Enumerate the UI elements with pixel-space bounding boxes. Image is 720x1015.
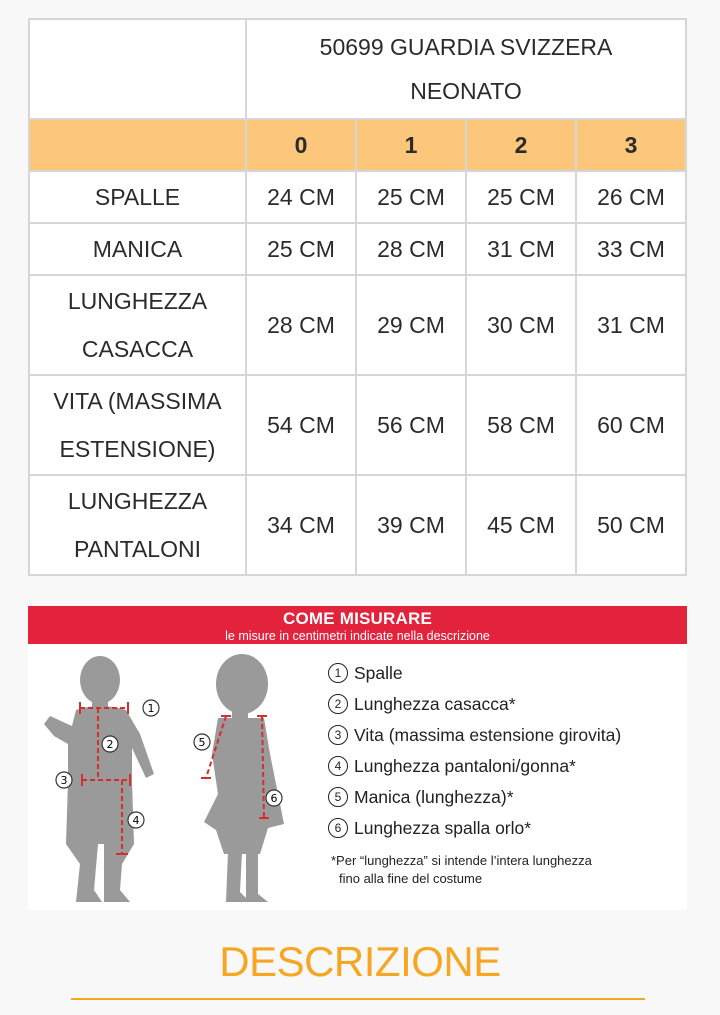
how-to-measure-banner [28, 606, 687, 644]
table-cell: 25 CM [356, 171, 466, 223]
table-cell: 60 CM [576, 375, 686, 475]
marker-1 [143, 700, 159, 716]
child-silhouettes-figure [28, 644, 318, 910]
legend-number: 3 [328, 725, 348, 745]
row-label [29, 475, 246, 575]
table-row [29, 275, 686, 375]
table-cell: 33 CM [576, 223, 686, 275]
legend-text: Spalle [354, 663, 403, 683]
legend-number: 5 [328, 787, 348, 807]
table-title [246, 19, 686, 119]
size-header: 0 [246, 119, 356, 171]
size-chart-table [28, 18, 687, 576]
table-cell: 54 CM [246, 375, 356, 475]
table-cell: 31 CM [466, 223, 576, 275]
marker-2 [102, 736, 118, 752]
legend-text: Vita (massima estensione girovita) [354, 725, 622, 745]
table-row [29, 171, 686, 223]
legend-item [328, 782, 621, 813]
footnote-line1: *Per “lunghezza” si intende l’intera lunghezza [331, 853, 592, 868]
measure-legend [328, 658, 621, 844]
legend-item [328, 689, 621, 720]
table-title-line1: 50699 GUARDIA SVIZZERA [319, 34, 613, 60]
banner-subtitle: le misure in centimetri indicate nella descrizione [225, 629, 490, 643]
banner-title: COME MISURARE [283, 609, 432, 628]
row-label [29, 275, 246, 375]
row-label-line1: LUNGHEZZA [67, 288, 208, 314]
row-label-line2: PANTALONI [74, 536, 201, 562]
svg-text:1: 1 [147, 702, 155, 715]
legend-item [328, 751, 621, 782]
table-cell: 25 CM [466, 171, 576, 223]
row-label [29, 375, 246, 475]
marker-3 [56, 772, 72, 788]
table-corner-cell [29, 19, 246, 119]
table-title-line2: NEONATO [410, 78, 522, 104]
svg-text:6: 6 [270, 792, 278, 805]
legend-number: 2 [328, 694, 348, 714]
legend-text: Lunghezza casacca* [354, 694, 516, 714]
table-row [29, 375, 686, 475]
legend-item [328, 658, 621, 689]
description-underline [71, 998, 645, 1000]
table-cell: 56 CM [356, 375, 466, 475]
size-header: 2 [466, 119, 576, 171]
table-cell: 24 CM [246, 171, 356, 223]
row-label-line1: VITA (MASSIMA [53, 388, 222, 414]
row-label: SPALLE [29, 171, 246, 223]
size-header: 1 [356, 119, 466, 171]
description-heading: DESCRIZIONE [219, 938, 501, 985]
table-cell: 30 CM [466, 275, 576, 375]
row-label-line2: ESTENSIONE) [59, 436, 216, 462]
table-row [29, 475, 686, 575]
table-cell: 28 CM [246, 275, 356, 375]
table-cell: 26 CM [576, 171, 686, 223]
svg-text:3: 3 [60, 774, 68, 787]
table-cell: 39 CM [356, 475, 466, 575]
legend-number: 1 [328, 663, 348, 683]
row-label-line2: CASACCA [81, 336, 194, 362]
legend-item [328, 813, 621, 844]
table-cell: 45 CM [466, 475, 576, 575]
legend-text: Lunghezza pantaloni/gonna* [354, 756, 576, 776]
table-cell: 58 CM [466, 375, 576, 475]
marker-4 [128, 812, 144, 828]
size-header: 3 [576, 119, 686, 171]
length-footnote [331, 852, 592, 888]
svg-text:4: 4 [132, 814, 140, 827]
legend-number: 6 [328, 818, 348, 838]
footnote-line2: fino alla fine del costume [339, 871, 483, 886]
table-cell: 31 CM [576, 275, 686, 375]
legend-text: Manica (lunghezza)* [354, 787, 514, 807]
marker-6 [266, 790, 282, 806]
legend-text: Lunghezza spalla orlo* [354, 818, 532, 838]
table-cell: 28 CM [356, 223, 466, 275]
table-cell: 50 CM [576, 475, 686, 575]
girl-silhouette [204, 654, 284, 902]
marker-5 [194, 734, 210, 750]
row-label-line1: LUNGHEZZA [67, 488, 208, 514]
row-label: MANICA [29, 223, 246, 275]
how-to-measure-panel [28, 606, 687, 910]
table-cell: 25 CM [246, 223, 356, 275]
size-header-blank [29, 119, 246, 171]
legend-number: 4 [328, 756, 348, 776]
legend-item [328, 720, 621, 751]
table-row [29, 223, 686, 275]
table-cell: 29 CM [356, 275, 466, 375]
svg-text:5: 5 [198, 736, 206, 749]
svg-text:2: 2 [106, 738, 114, 751]
table-cell: 34 CM [246, 475, 356, 575]
